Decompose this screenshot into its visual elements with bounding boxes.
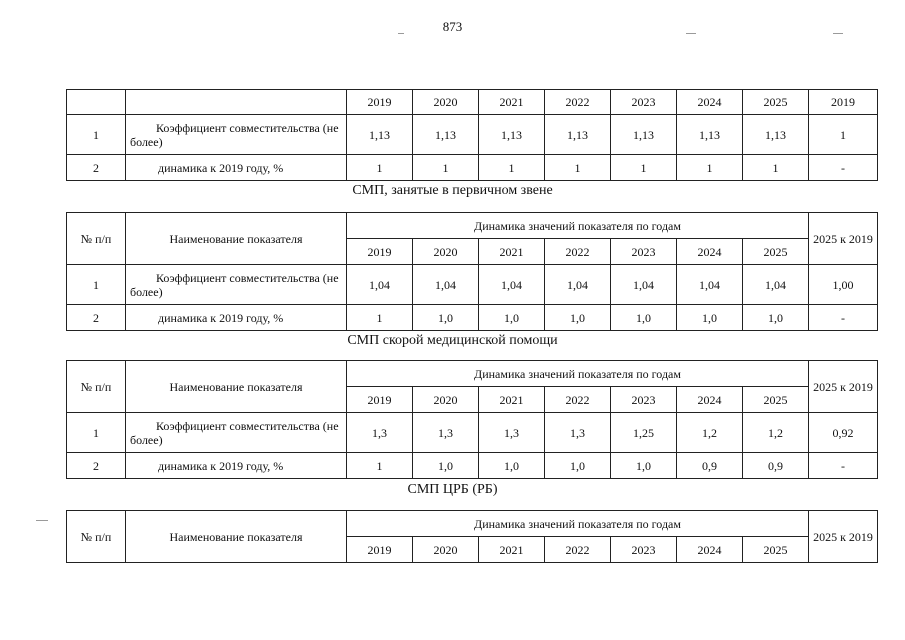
header-cell-num: № п/п xyxy=(67,511,126,563)
indicator-label: динамика к 2019 году, % xyxy=(158,310,284,325)
value-cell: 1,04 xyxy=(743,265,809,305)
scan-speck xyxy=(398,33,404,34)
ratio-header: 2025 к 2019 xyxy=(809,213,878,265)
value-cell: 1,3 xyxy=(347,413,413,453)
indicator-label: динамика к 2019 году, % xyxy=(158,458,284,473)
header-cell-num: № п/п xyxy=(67,361,126,413)
year-header: 2023 xyxy=(611,387,677,413)
year-header: 2025 xyxy=(743,239,809,265)
ratio-cell: 0,92 xyxy=(809,413,878,453)
value-cell: 1,0 xyxy=(677,305,743,331)
value-cell: 1 xyxy=(347,155,413,181)
year-header: 2020 xyxy=(413,90,479,115)
value-cell: 1,04 xyxy=(347,265,413,305)
value-cell: 1,2 xyxy=(677,413,743,453)
table-row xyxy=(67,305,878,331)
value-cell: 1,3 xyxy=(545,413,611,453)
value-cell: 0,9 xyxy=(743,453,809,479)
table-row xyxy=(67,155,878,181)
year-header: 2022 xyxy=(545,239,611,265)
value-cell: 1 xyxy=(479,155,545,181)
value-cell: 1,25 xyxy=(611,413,677,453)
table-header-row xyxy=(67,213,878,239)
year-header: 2023 xyxy=(611,537,677,563)
ratio-cell: - xyxy=(809,305,878,331)
header-cell-name: Наименование показателя xyxy=(126,511,347,563)
ratio-header: 2019 xyxy=(809,90,878,115)
year-header: 2019 xyxy=(347,537,413,563)
indicator-label: Коэффициент совместительства (не более) xyxy=(130,120,339,149)
value-cell: 1 xyxy=(413,155,479,181)
value-cell: 1,0 xyxy=(743,305,809,331)
value-cell: 1 xyxy=(347,305,413,331)
year-header: 2024 xyxy=(677,90,743,115)
page-number: 873 xyxy=(442,19,463,34)
value-cell: 1,0 xyxy=(479,305,545,331)
scan-speck xyxy=(36,520,48,521)
indicator-name xyxy=(126,155,347,181)
table-district-hospital xyxy=(66,510,878,563)
ratio-header: 2025 к 2019 xyxy=(809,511,878,563)
indicator-label: динамика к 2019 году, % xyxy=(158,160,284,175)
value-cell: 1 xyxy=(545,155,611,181)
section-title: СМП скорой медицинской помощи xyxy=(347,333,558,348)
table-ambulance xyxy=(66,360,878,479)
indicator-name xyxy=(126,413,347,453)
indicator-label: Коэффициент совместительства (не более) xyxy=(130,418,339,447)
value-cell: 1,0 xyxy=(479,453,545,479)
indicator-name xyxy=(126,305,347,331)
header-cell-name: Наименование показателя xyxy=(126,213,347,265)
year-header: 2024 xyxy=(677,537,743,563)
year-header: 2021 xyxy=(479,537,545,563)
value-cell: 1,13 xyxy=(347,115,413,155)
value-cell: 1,13 xyxy=(611,115,677,155)
table-row xyxy=(67,413,878,453)
value-cell: 1,04 xyxy=(611,265,677,305)
section-title: СМП, занятые в первичном звене xyxy=(352,183,553,198)
table-row xyxy=(67,115,878,155)
year-header: 2020 xyxy=(413,537,479,563)
value-cell: 1,04 xyxy=(479,265,545,305)
row-number: 2 xyxy=(67,155,126,181)
dynamics-header: Динамика значений показателя по годам xyxy=(347,361,809,387)
year-header: 2022 xyxy=(545,387,611,413)
value-cell: 1,0 xyxy=(611,453,677,479)
value-cell: 1,04 xyxy=(413,265,479,305)
dynamics-header: Динамика значений показателя по годам xyxy=(347,511,809,537)
table-header-row xyxy=(67,90,878,115)
indicator-name xyxy=(126,265,347,305)
table-row xyxy=(67,265,878,305)
value-cell: 0,9 xyxy=(677,453,743,479)
table-row xyxy=(67,453,878,479)
header-cell-num: № п/п xyxy=(67,213,126,265)
header-cell-num xyxy=(67,90,126,115)
value-cell: 1 xyxy=(743,155,809,181)
value-cell: 1,04 xyxy=(677,265,743,305)
value-cell: 1,3 xyxy=(413,413,479,453)
year-header: 2022 xyxy=(545,537,611,563)
header-cell-name: Наименование показателя xyxy=(126,361,347,413)
ratio-cell: - xyxy=(809,155,878,181)
ratio-cell: 1 xyxy=(809,115,878,155)
year-header: 2023 xyxy=(611,239,677,265)
year-header: 2019 xyxy=(347,239,413,265)
value-cell: 1 xyxy=(347,453,413,479)
header-cell-name xyxy=(126,90,347,115)
row-number: 2 xyxy=(67,305,126,331)
row-number: 2 xyxy=(67,453,126,479)
indicator-name xyxy=(126,115,347,155)
value-cell: 1 xyxy=(611,155,677,181)
year-header: 2019 xyxy=(347,387,413,413)
value-cell: 1,0 xyxy=(545,453,611,479)
year-header: 2021 xyxy=(479,90,545,115)
year-header: 2021 xyxy=(479,387,545,413)
value-cell: 1,13 xyxy=(479,115,545,155)
year-header: 2025 xyxy=(743,537,809,563)
value-cell: 1,13 xyxy=(743,115,809,155)
year-header: 2025 xyxy=(743,90,809,115)
value-cell: 1 xyxy=(677,155,743,181)
table-primary-care xyxy=(66,212,878,331)
ratio-cell: 1,00 xyxy=(809,265,878,305)
scan-speck xyxy=(833,33,843,34)
value-cell: 1,3 xyxy=(479,413,545,453)
year-header: 2024 xyxy=(677,239,743,265)
table-header-row xyxy=(67,361,878,387)
row-number: 1 xyxy=(67,413,126,453)
value-cell: 1,04 xyxy=(545,265,611,305)
value-cell: 1,0 xyxy=(611,305,677,331)
value-cell: 1,13 xyxy=(413,115,479,155)
row-number: 1 xyxy=(67,265,126,305)
section-title: СМП ЦРБ (РБ) xyxy=(407,482,498,497)
year-header: 2020 xyxy=(413,239,479,265)
ratio-cell: - xyxy=(809,453,878,479)
year-header: 2025 xyxy=(743,387,809,413)
scan-speck xyxy=(686,33,696,34)
dynamics-header: Динамика значений показателя по годам xyxy=(347,213,809,239)
year-header: 2020 xyxy=(413,387,479,413)
value-cell: 1,13 xyxy=(545,115,611,155)
indicator-label: Коэффициент совместительства (не более) xyxy=(130,270,339,299)
year-header: 2019 xyxy=(347,90,413,115)
table-header-row xyxy=(67,511,878,537)
value-cell: 1,2 xyxy=(743,413,809,453)
value-cell: 1,13 xyxy=(677,115,743,155)
table-combined-jobs-1 xyxy=(66,89,878,181)
value-cell: 1,0 xyxy=(413,305,479,331)
value-cell: 1,0 xyxy=(545,305,611,331)
row-number: 1 xyxy=(67,115,126,155)
year-header: 2024 xyxy=(677,387,743,413)
year-header: 2022 xyxy=(545,90,611,115)
ratio-header: 2025 к 2019 xyxy=(809,361,878,413)
indicator-name xyxy=(126,453,347,479)
year-header: 2021 xyxy=(479,239,545,265)
year-header: 2023 xyxy=(611,90,677,115)
value-cell: 1,0 xyxy=(413,453,479,479)
